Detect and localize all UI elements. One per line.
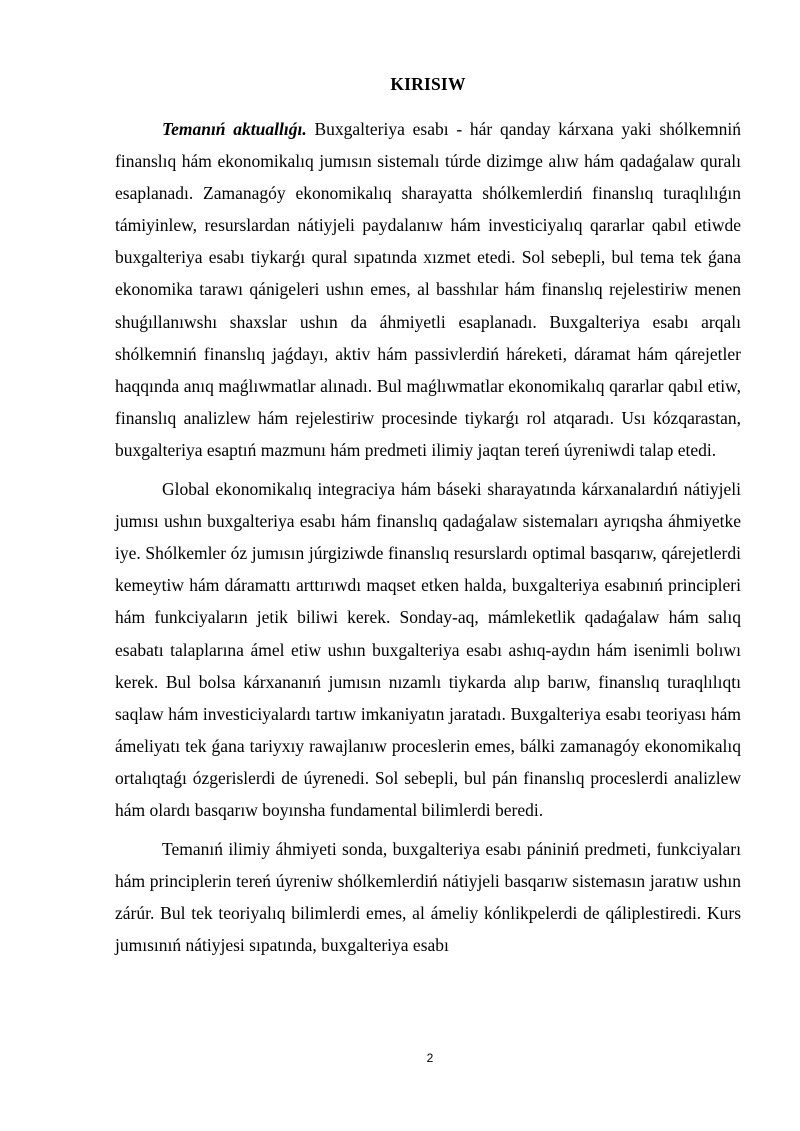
paragraph-text: Buxgalteriya esabı - hár qanday kárxana yaki shólkemniń finanslıq hám ekonomikalıq jumısın sistemalı túrde dizimge alıw hám qadaǵalaw quralı esaplanadı. Zamanagóy ekonomikalıq sharayatta shólkemlerdiń finanslıq turaqlılıǵın támiyinlew, resurslardan nátiyjeli paydalanıw hám investiciyalıq qararlar qabıl etiwde buxgalteriya esabı tiykarǵı qural sıpatında xızmet etedi. Sol sebepli, bul tema tek ǵana ekonomika tarawı qánigeleri ushın emes, al basshılar hám finanslıq rejelestiriw menen shuǵıllanıwshı shaxslar ushın da áhmiyetli esaplanadı. Buxgalteriya esabı arqalı shólkemniń finanslıq jaǵdayı, aktiv hám passivlerdiń háreketi, dáramat hám qárejetler haqqında anıq maǵlıwmatlar alınadı. Bul maǵlıwmatlar ekonomikalıq qararlar qabıl etiw, finanslıq analizlew hám rejelestiriw procesinde tiykarǵı rol atqaradı. Usı kózqarastan, buxgalteriya esaptıń mazmunı hám predmeti ilimiy jaqtan tereń úyreniwdi talap etedi.	[115, 119, 741, 460]
paragraph-text: Global ekonomikalıq integraciya hám báseki sharayatında kárxanalardıń nátiyjeli jumısı ushın buxgalteriya esabı hám finanslıq qadaǵalaw sistemaları ayrıqsha áhmiyetke iye. Shólkemler óz jumısın júrgiziwde finanslıq resurslardı optimal basqarıw, qárejetlerdi kemeytiw hám dáramattı arttırıwdı maqset etken halda, buxgalteriya esabınıń principleri hám funkciyaların jetik biliwi kerek. Sonday-aq, mámleketlik qadaǵalaw hám salıq esabatı talaplarına ámel etiw ushın buxgalteriya esabı ashıq-aydın hám isenimli bolıwı kerek. Bul bolsa kárxananıń jumısın nızamlı tiykarda alıp barıw, finanslıq turaqlılıqtı saqlaw hám investiciyalardı tartıw imkaniyatın jaratadı. Buxgalteriya esabı teoriyası hám ámeliyatı tek ǵana tariyxıy rawajlanıw proceslerin emes, bálki zamanagóy ekonomikalıq ortalıqtaǵı ózgerislerdi de úyrenedi. Sol sebepli, bul pán finanslıq proceslerdi analizlew hám olardı basqarıw boyınsha fundamental bilimlerdi beredi.	[115, 479, 741, 820]
paragraph-lead: Temanıń aktuallıǵı.	[162, 119, 307, 139]
body-text	[115, 113, 741, 968]
paragraph-relevance	[115, 113, 741, 466]
paragraph-scientific-importance	[115, 833, 741, 961]
paragraph-global-integration	[115, 473, 741, 826]
section-heading: KIRISIW	[390, 74, 466, 94]
page-number: 2	[426, 1051, 434, 1065]
paragraph-text: Temanıń ilimiy áhmiyeti sonda, buxgalteriya esabı pániniń predmeti, funkciyaları hám principlerin tereń úyreniw shólkemlerdiń nátiyjeli basqarıw sistemasın jaratıw ushın zárúr. Bul tek teoriyalıq bilimlerdi emes, al ámeliy kónlikpelerdi de qáliplestiredi. Kurs jumısınıń nátiyjesi sıpatında, buxgalteriya esabı	[115, 839, 741, 956]
